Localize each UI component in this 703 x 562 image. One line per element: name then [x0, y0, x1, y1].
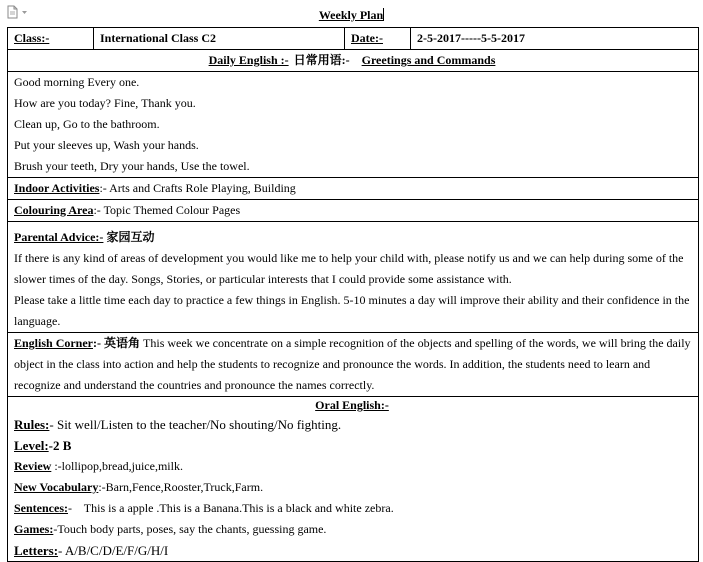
date-label-cell: Date:-	[345, 28, 411, 49]
daily-english-section	[7, 49, 699, 71]
header-row	[7, 27, 699, 49]
colouring-area-value: :- Topic Themed Colour Pages	[93, 203, 241, 217]
class-label-cell: Class:-	[8, 28, 94, 49]
indoor-activities-row	[7, 177, 699, 199]
english-corner-section	[7, 332, 699, 396]
parental-advice-text-2: Please take a little time each day to practice a few things in English. 5-10 minutes a day will improve their ability and their confidence in the language.	[14, 293, 690, 328]
daily-line: Clean up, Go to the bathroom.	[14, 117, 160, 131]
sentences-line: Sentences:- This is a apple .This is a Banana.This is a black and white zebra.	[14, 501, 394, 515]
oral-english-heading: Oral English:-	[315, 398, 389, 412]
oral-english-section	[7, 396, 699, 562]
parental-advice-text-1: If there is any kind of areas of development you would like me to help your child with, please notify us and we can help during some of the slower times of the day. Songs, Stories, or particular interests that I could provide some assistance with.	[14, 251, 684, 286]
class-value-cell: International Class C2	[94, 28, 345, 49]
colouring-area-label: Colouring Area	[14, 203, 94, 217]
indoor-activities-value: :- Arts and Crafts Role Playing, Building	[99, 181, 296, 195]
date-value-cell: 2-5-2017-----5-5-2017	[417, 31, 525, 45]
page-title: Weekly Plan	[318, 8, 384, 22]
parental-advice-heading: Parental Advice:- 家园互动	[14, 230, 155, 244]
colouring-area-row	[7, 199, 699, 221]
parental-advice-section	[7, 221, 699, 332]
text-cursor	[383, 8, 384, 21]
review-line: Review :-lollipop,bread,juice,milk.	[14, 459, 183, 473]
rules-line: Rules:- Sit well/Listen to the teacher/No shouting/No fighting.	[14, 417, 342, 432]
indoor-activities-label: Indoor Activities	[14, 181, 100, 195]
daily-line: Put your sleeves up, Wash your hands.	[14, 138, 199, 152]
english-corner-text: English Corner:- 英语角 This week we concentrate on a simple recognition of the objects and spelling of the words, we will bring the daily object in the class into action and help the students to recognize and pronounce the words. In addition, the students need to learn and recognize and understand the countries and pronounce the names correctly.	[14, 336, 691, 392]
daily-line: Brush your teeth, Dry your hands, Use the towel.	[14, 159, 250, 173]
daily-line: How are you today? Fine, Thank you.	[14, 96, 196, 110]
new-vocabulary-line: New Vocabulary:-Barn,Fence,Rooster,Truck,Farm.	[14, 480, 264, 494]
weekly-plan-table	[7, 27, 699, 562]
daily-english-lines	[7, 71, 699, 177]
level-line: Level:-2 B	[14, 438, 72, 453]
daily-english-heading: Daily English :- 日常用语:- Greetings and Commands	[208, 53, 496, 67]
games-line: Games:-Touch body parts, poses, say the chants, guessing game.	[14, 522, 327, 536]
letters-line: Letters:- A/B/C/D/E/F/G/H/I	[14, 543, 169, 558]
daily-line: Good morning Every one.	[14, 75, 140, 89]
